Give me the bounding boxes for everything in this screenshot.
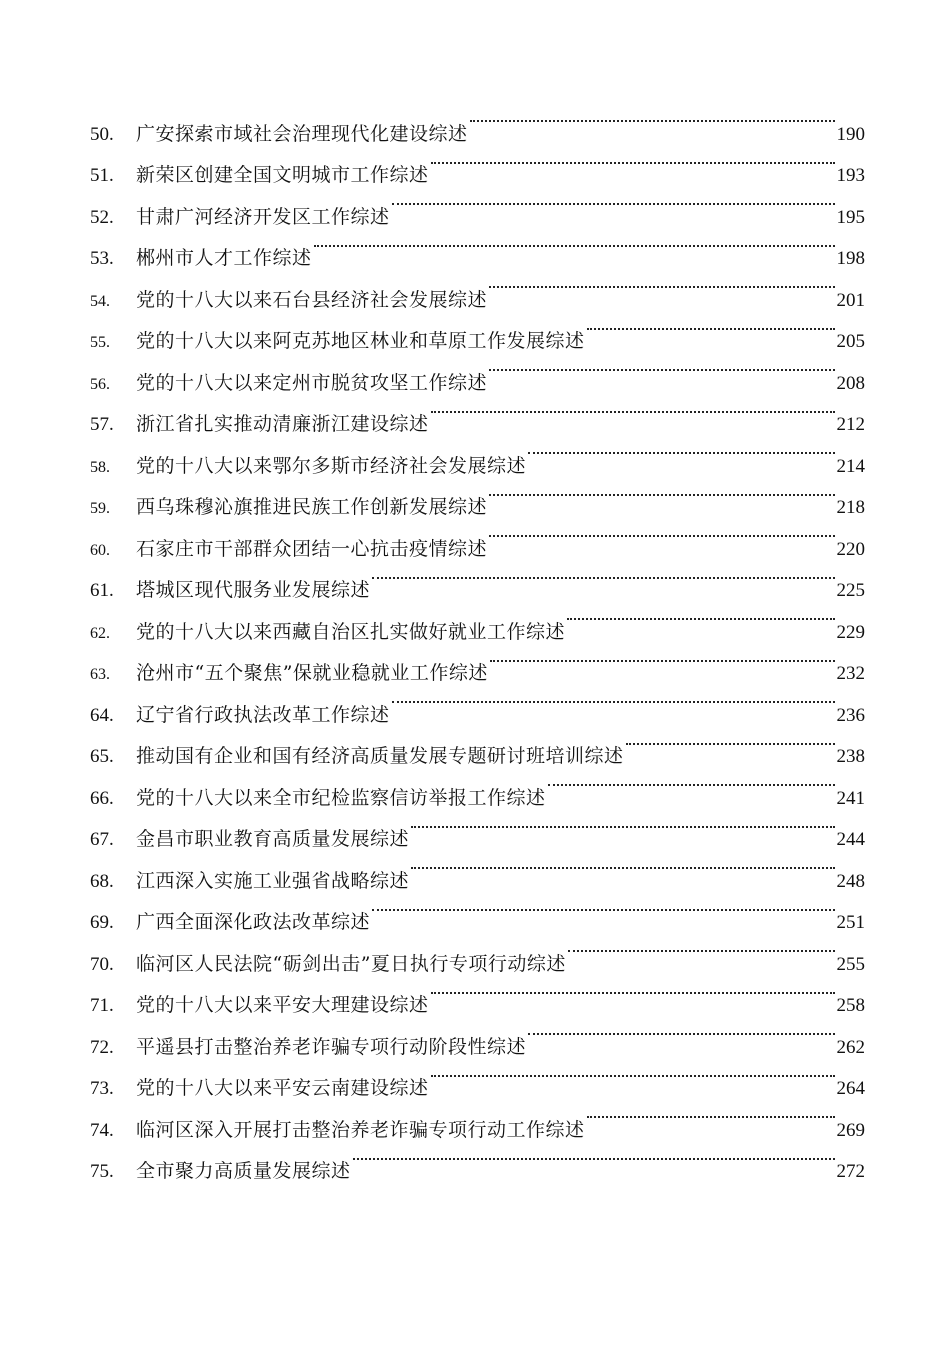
toc-entry-number: 52. <box>90 206 114 228</box>
toc-entry-title: 推动国有企业和国有经济高质量发展专题研讨班培训综述 <box>136 745 624 767</box>
toc-entry-title: 临河区人民法院“砺剑出击”夏日执行专项行动综述 <box>136 952 566 975</box>
toc-entry-title: 浙江省扎实推动清廉浙江建设综述 <box>136 413 429 435</box>
toc-entry-number: 68. <box>90 870 114 892</box>
toc-entry-number: 61. <box>90 580 114 601</box>
toc-entry-page: 232 <box>836 663 865 684</box>
dot-leader <box>372 887 834 929</box>
dot-leader <box>548 762 835 804</box>
toc-entry-title: 辽宁省行政执法改革工作综述 <box>136 703 390 726</box>
toc-entry-page: 269 <box>836 1119 865 1141</box>
toc-entry-title: 党的十八大以来全市纪检监察信访举报工作综述 <box>136 786 546 809</box>
toc-entry-number: 53. <box>90 248 114 269</box>
toc-entry-page: 251 <box>836 912 865 933</box>
toc-entry-page: 218 <box>836 497 865 518</box>
dot-leader <box>431 140 835 182</box>
dot-leader <box>431 970 835 1012</box>
toc-entry-number: 56. <box>90 375 110 393</box>
toc-entry-number: 74. <box>90 1119 114 1141</box>
dot-leader <box>314 223 835 265</box>
dot-leader <box>489 347 834 389</box>
toc-entry-title: 党的十八大以来鄂尔多斯市经济社会发展综述 <box>136 454 527 477</box>
toc-entry-page: 205 <box>836 331 865 352</box>
dot-leader <box>567 596 834 638</box>
toc-entry-title: 临河区深入开展打击整治养老诈骗专项行动工作综述 <box>136 1118 585 1141</box>
toc-entry-number: 70. <box>90 953 114 975</box>
toc-entry[interactable] <box>90 98 865 145</box>
dot-leader <box>411 845 834 887</box>
dot-leader <box>587 1094 835 1136</box>
toc-entry-title: 江西深入实施工业强省战略综述 <box>136 869 410 892</box>
toc-entry-number: 59. <box>90 500 110 517</box>
dot-leader <box>626 721 835 763</box>
toc-entry-number: 57. <box>90 414 114 435</box>
toc-entry-title: 塔城区现代服务业发展综述 <box>136 579 371 601</box>
toc-entry-page: 225 <box>836 580 865 601</box>
dot-leader <box>411 804 834 846</box>
toc-entry-page: 214 <box>836 455 865 477</box>
toc-entry-page: 264 <box>836 1078 865 1099</box>
toc-entry-number: 51. <box>90 165 114 186</box>
toc-entry-title: 平遥县打击整治养老诈骗专项行动阶段性综述 <box>136 1035 527 1058</box>
toc-entry-title: 党的十八大以来平安大理建设综述 <box>136 994 429 1016</box>
toc-entry-page: 272 <box>836 1161 865 1182</box>
toc-entry-title: 石家庄市干部群众团结一心抗击疫情综述 <box>136 537 488 560</box>
toc-entry-title: 党的十八大以来平安云南建设综述 <box>136 1077 429 1099</box>
toc-entry-title: 广安探索市域社会治理现代化建设综述 <box>136 122 468 145</box>
table-of-contents <box>90 98 865 1182</box>
dot-leader <box>470 98 835 140</box>
toc-entry-title: 全市聚力高质量发展综述 <box>136 1160 351 1182</box>
toc-entry-number: 62. <box>90 624 110 642</box>
dot-leader <box>431 1053 835 1095</box>
toc-entry-page: 212 <box>836 414 865 435</box>
toc-entry-number: 58. <box>90 458 110 476</box>
toc-entry-number: 73. <box>90 1078 114 1099</box>
toc-entry-title: 金昌市职业教育高质量发展综述 <box>136 828 410 850</box>
toc-entry-page: 229 <box>836 621 865 643</box>
toc-entry-number: 50. <box>90 123 114 145</box>
toc-entry-title: 党的十八大以来定州市脱贫攻坚工作综述 <box>136 371 488 394</box>
toc-entry-title: 沧州市“五个聚焦”保就业稳就业工作综述 <box>136 662 488 684</box>
toc-entry-number: 54. <box>90 292 110 310</box>
toc-entry-page: 238 <box>836 746 865 767</box>
toc-entry-page: 248 <box>836 870 865 892</box>
toc-entry-page: 193 <box>836 165 865 186</box>
dot-leader <box>587 306 835 348</box>
toc-entry-number: 63. <box>90 666 110 683</box>
toc-entry-number: 64. <box>90 704 114 726</box>
toc-entry-page: 255 <box>836 953 865 975</box>
dot-leader <box>490 638 835 680</box>
toc-entry-page: 190 <box>836 123 865 145</box>
dot-leader <box>489 513 834 555</box>
toc-entry-number: 72. <box>90 1036 114 1058</box>
toc-entry-number: 67. <box>90 829 114 850</box>
toc-entry-page: 258 <box>836 995 865 1016</box>
toc-entry-number: 66. <box>90 787 114 809</box>
toc-entry-title: 党的十八大以来阿克苏地区林业和草原工作发展综述 <box>136 330 585 352</box>
toc-entry-number: 75. <box>90 1161 114 1182</box>
toc-entry-number: 55. <box>90 334 110 351</box>
toc-entry-number: 60. <box>90 541 110 559</box>
toc-entry-title: 甘肃广河经济开发区工作综述 <box>136 205 390 228</box>
dot-leader <box>528 1011 834 1053</box>
toc-entry-page: 195 <box>836 206 865 228</box>
dot-leader <box>489 264 834 306</box>
toc-entry-page: 201 <box>836 289 865 311</box>
toc-entry-page: 198 <box>836 248 865 269</box>
dot-leader <box>372 555 834 597</box>
toc-entry-title: 党的十八大以来西藏自治区扎实做好就业工作综述 <box>136 620 566 643</box>
toc-entry-page: 241 <box>836 787 865 809</box>
toc-entry-page: 236 <box>836 704 865 726</box>
dot-leader <box>528 430 834 472</box>
toc-entry-title: 西乌珠穆沁旗推进民族工作创新发展综述 <box>136 496 488 518</box>
toc-entry-number: 65. <box>90 746 114 767</box>
dot-leader <box>392 181 835 223</box>
toc-entry-title: 广西全面深化政法改革综述 <box>136 911 371 933</box>
dot-leader <box>489 472 834 514</box>
toc-entry-number: 69. <box>90 912 114 933</box>
toc-entry-title: 郴州市人才工作综述 <box>136 247 312 269</box>
toc-entry-page: 262 <box>836 1036 865 1058</box>
dot-leader <box>568 928 835 970</box>
toc-entry-page: 208 <box>836 372 865 394</box>
dot-leader <box>431 389 835 431</box>
dot-leader <box>353 1136 835 1178</box>
toc-entry-title: 新荣区创建全国文明城市工作综述 <box>136 164 429 186</box>
dot-leader <box>392 679 835 721</box>
toc-entry-page: 244 <box>836 829 865 850</box>
toc-entry-number: 71. <box>90 995 114 1016</box>
toc-entry-page: 220 <box>836 538 865 560</box>
toc-entry-title: 党的十八大以来石台县经济社会发展综述 <box>136 288 488 311</box>
